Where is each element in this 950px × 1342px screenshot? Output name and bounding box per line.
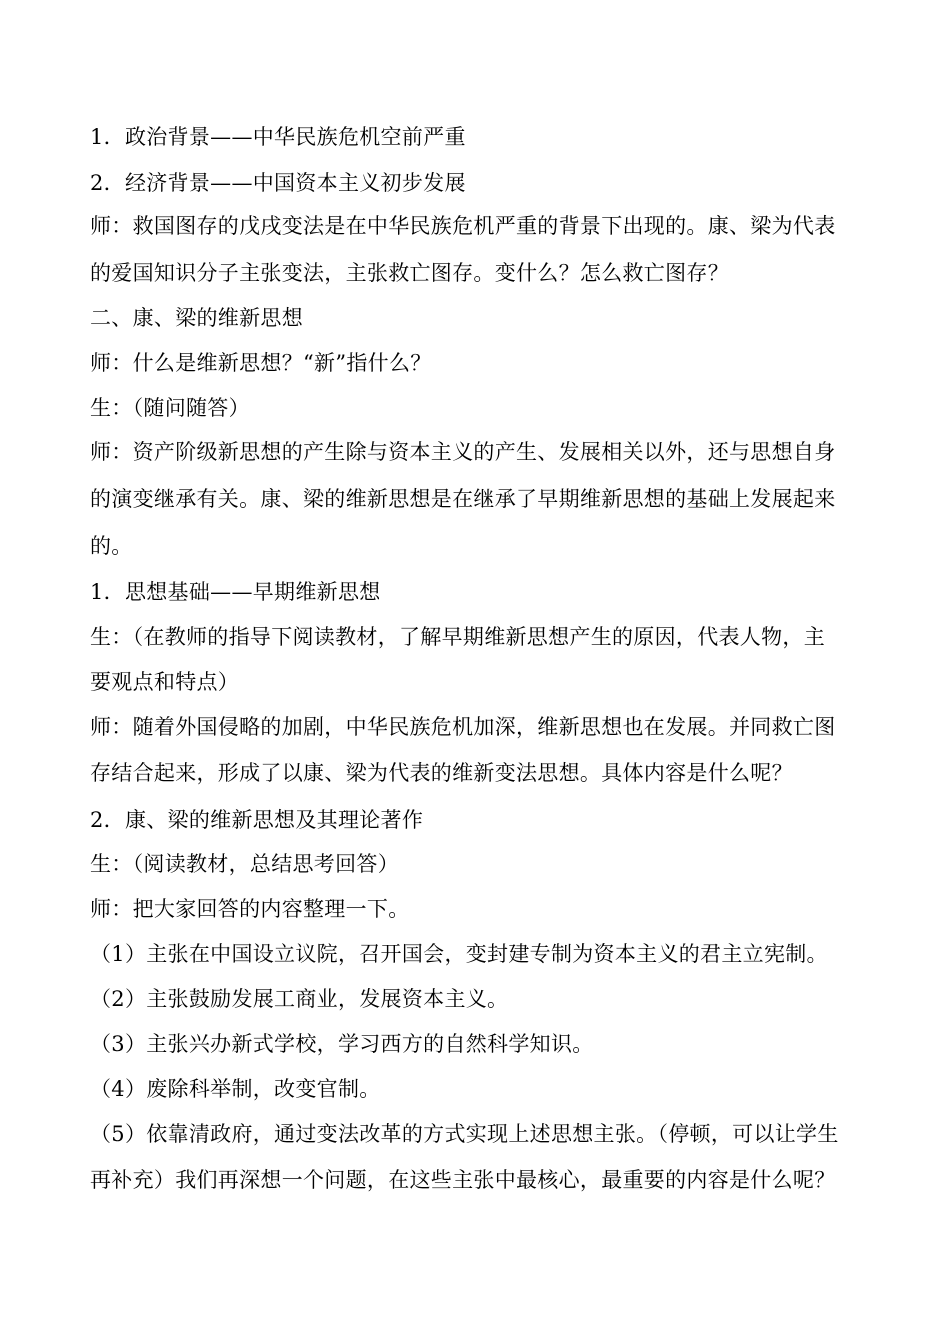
list-item: （4）废除科举制，改变官制。 [90, 1077, 381, 1101]
list-item: （5）依靠清政府，通过变法改革的方式实现上述思想主张。（停顿，可以让学生 [90, 1122, 839, 1146]
text-line: 1．政治背景——中华民族危机空前严重 [90, 125, 466, 149]
list-item: （2）主张鼓励发展工商业，发展资本主义。 [90, 987, 509, 1011]
text-line: 生：（随问随答） [90, 396, 250, 420]
text-line: 师：救国图存的戊戌变法是在中华民族危机严重的背景下出现的。康、梁为代表 [90, 214, 836, 238]
text-line: 2．经济背景——中国资本主义初步发展 [90, 171, 466, 195]
text-line: 师：资产阶级新思想的产生除与资本主义的产生、发展相关以外，还与思想自身 [90, 440, 836, 464]
text-line: 的。 [90, 534, 133, 558]
text-line: 生：（在教师的指导下阅读教材，了解早期维新思想产生的原因，代表人物，主 [90, 625, 825, 649]
subsection-heading: 2．康、梁的维新思想及其理论著作 [90, 808, 424, 832]
text-line: 的演变继承有关。康、梁的维新思想是在继承了早期维新思想的基础上发展起来 [90, 487, 836, 511]
text-line: 存结合起来，形成了以康、梁为代表的维新变法思想。具体内容是什么呢？ [90, 761, 793, 785]
section-heading: 二、康、梁的维新思想 [90, 306, 303, 330]
text-line: 再补充）我们再深想一个问题，在这些主张中最核心，最重要的内容是什么呢？ [90, 1168, 836, 1192]
text-line: 生：（阅读教材，总结思考回答） [90, 852, 399, 876]
list-item: （3）主张兴办新式学校，学习西方的自然科学知识。 [90, 1032, 594, 1056]
text-line: 的爱国知识分子主张变法，主张救亡图存。变什么？怎么救亡图存？ [90, 261, 729, 285]
text-line: 师：把大家回答的内容整理一下。 [90, 897, 410, 921]
text-line: 要观点和特点） [90, 670, 240, 694]
text-line: 师：随着外国侵略的加剧，中华民族危机加深，维新思想也在发展。并同救亡图 [90, 715, 836, 739]
text-line: 师：什么是维新思想？“新”指什么？ [90, 351, 432, 375]
subsection-heading: 1．思想基础——早期维新思想 [90, 580, 381, 604]
list-item: （1）主张在中国设立议院，召开国会，变封建专制为资本主义的君主立宪制。 [90, 942, 828, 966]
